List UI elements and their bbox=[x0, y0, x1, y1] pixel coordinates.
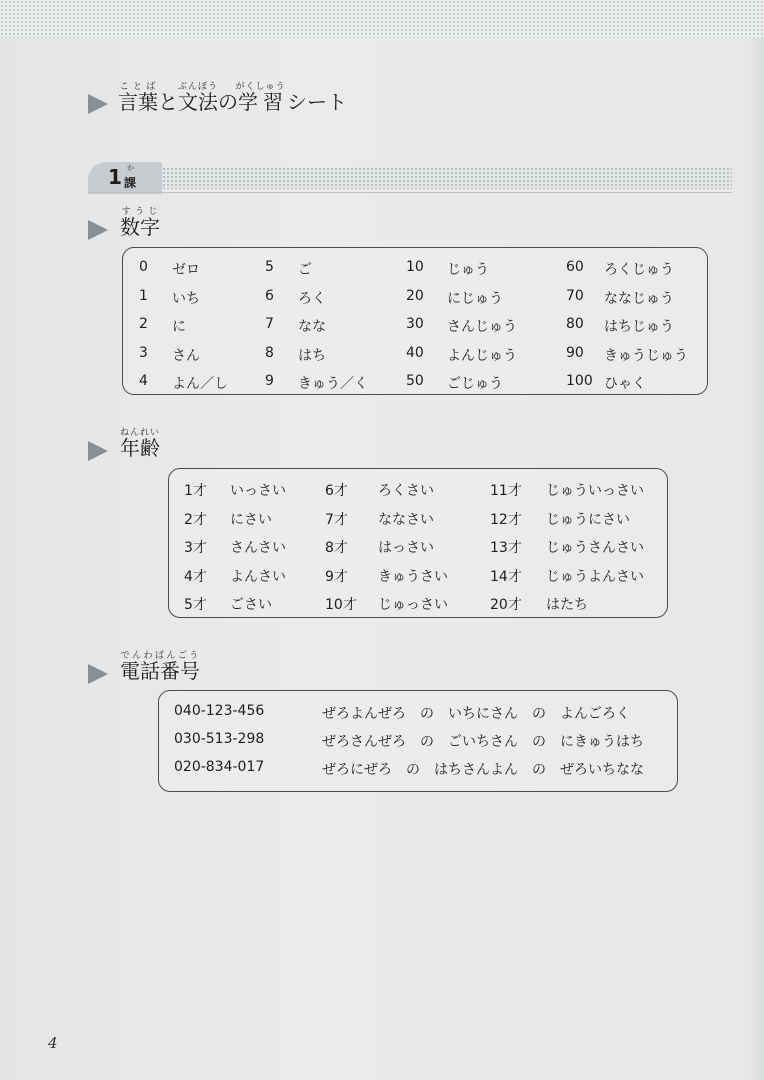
numbers-number: 6 bbox=[265, 287, 274, 304]
numbers-number: 7 bbox=[265, 316, 274, 332]
numbers-reading: ひゃく bbox=[604, 376, 646, 392]
numbers-number: 2 bbox=[139, 316, 148, 332]
numbers-number: 80 bbox=[566, 316, 584, 332]
numbers-reading: にじゅう bbox=[447, 290, 503, 307]
numbers-reading: ろく bbox=[298, 290, 326, 307]
age-reading: にさい bbox=[230, 511, 272, 528]
numbers-number: 30 bbox=[406, 316, 424, 332]
age-reading: ろくさい bbox=[378, 483, 434, 499]
numbers-number: 10 bbox=[406, 259, 424, 275]
numbers-number: 50 bbox=[406, 373, 424, 389]
numbers-number: 9 bbox=[265, 373, 274, 389]
numbers-reading: ろくじゅう bbox=[604, 262, 674, 278]
lesson-word: 課 bbox=[124, 176, 137, 190]
title-part: 学習がくしゅう bbox=[235, 82, 286, 114]
age-number: 14才 bbox=[490, 568, 522, 585]
numbers-reading: じゅう bbox=[447, 262, 489, 278]
age-reading: いっさい bbox=[230, 483, 286, 499]
age-reading: じゅうよんさい bbox=[546, 568, 644, 585]
numbers-title: 数字すうじ bbox=[120, 207, 160, 239]
numbers-reading: なな bbox=[298, 319, 326, 335]
phone-title: 電話番号でんわばんごう bbox=[120, 651, 200, 683]
numbers-reading: よん／し bbox=[172, 376, 228, 392]
numbers-arrow-icon bbox=[88, 220, 108, 240]
numbers-reading: ご bbox=[298, 262, 312, 278]
numbers-reading: ごじゅう bbox=[447, 376, 503, 392]
top-dot-band bbox=[0, 0, 764, 38]
age-number: 7才 bbox=[325, 511, 348, 528]
age-number: 13才 bbox=[490, 540, 522, 556]
age-reading: さんさい bbox=[230, 540, 286, 556]
numbers-number: 1 bbox=[139, 287, 148, 304]
age-title: 年齢ねんれい bbox=[120, 428, 161, 460]
age-number: 2才 bbox=[184, 511, 207, 528]
numbers-number: 4 bbox=[139, 373, 148, 389]
phone-reading: ぜろにぜろ の はちさんよん の ぜろいちなな bbox=[322, 762, 644, 778]
age-reading: ごさい bbox=[230, 597, 272, 613]
age-number: 11才 bbox=[490, 483, 522, 499]
numbers-number: 40 bbox=[406, 344, 424, 361]
age-arrow-icon bbox=[88, 441, 108, 461]
lesson-dot-band bbox=[162, 167, 732, 189]
age-reading: じゅっさい bbox=[378, 597, 448, 613]
numbers-reading: さんじゅう bbox=[447, 319, 517, 335]
numbers-reading: ななじゅう bbox=[604, 290, 674, 307]
numbers-reading: きゅう／く bbox=[298, 376, 368, 392]
numbers-number: 70 bbox=[566, 287, 584, 304]
age-number: 5才 bbox=[184, 597, 207, 613]
age-reading: はたち bbox=[546, 597, 588, 613]
age-reading: じゅういっさい bbox=[546, 483, 644, 499]
numbers-reading: いち bbox=[172, 290, 200, 307]
age-reading: じゅうさんさい bbox=[546, 540, 644, 556]
numbers-number: 20 bbox=[406, 287, 424, 304]
age-number: 3才 bbox=[184, 540, 207, 556]
title-part: シート bbox=[287, 90, 348, 114]
numbers-reading: はち bbox=[298, 347, 326, 364]
phone-number: 030-513-298 bbox=[174, 731, 265, 747]
numbers-reading: きゅうじゅう bbox=[604, 347, 688, 364]
age-reading: じゅうにさい bbox=[546, 511, 630, 528]
title-part: 言葉ことば bbox=[118, 82, 158, 114]
numbers-number: 5 bbox=[265, 259, 274, 275]
numbers-number: 100 bbox=[566, 373, 593, 389]
age-number: 8才 bbox=[325, 540, 348, 556]
numbers-reading: ゼロ bbox=[172, 262, 200, 278]
title-part: と bbox=[158, 90, 178, 114]
title-part: の bbox=[218, 90, 239, 114]
numbers-reading: に bbox=[172, 319, 186, 335]
page-number: 4 bbox=[48, 1034, 58, 1052]
numbers-number: 3 bbox=[139, 344, 148, 361]
phone-reading: ぜろさんぜろ の ごいちさん の にきゅうはち bbox=[322, 734, 644, 750]
numbers-number: 0 bbox=[139, 259, 148, 275]
age-number: 6才 bbox=[325, 483, 348, 499]
lesson-divider bbox=[88, 192, 732, 193]
age-reading: きゅうさい bbox=[378, 568, 448, 585]
numbers-reading: よんじゅう bbox=[447, 347, 517, 364]
numbers-number: 60 bbox=[566, 259, 584, 275]
age-reading: はっさい bbox=[378, 540, 434, 556]
phone-reading: ぜろよんぜろ の いちにさん の よんごろく bbox=[322, 706, 630, 722]
numbers-number: 90 bbox=[566, 344, 584, 361]
age-reading: よんさい bbox=[230, 568, 286, 585]
phone-number: 020-834-017 bbox=[174, 759, 265, 775]
phone-number: 040-123-456 bbox=[174, 703, 265, 719]
lesson-number: 1 bbox=[108, 165, 122, 189]
age-number: 9才 bbox=[325, 568, 348, 585]
age-number: 10才 bbox=[325, 597, 357, 613]
sheet-title bbox=[118, 82, 347, 115]
age-number: 1才 bbox=[184, 483, 207, 499]
numbers-reading: はちじゅう bbox=[604, 319, 674, 335]
title-arrow-icon bbox=[88, 94, 108, 114]
numbers-reading: さん bbox=[172, 347, 200, 364]
age-reading: ななさい bbox=[378, 511, 434, 528]
age-number: 20才 bbox=[490, 597, 522, 613]
age-number: 12才 bbox=[490, 511, 522, 528]
age-number: 4才 bbox=[184, 568, 207, 585]
lesson-tab bbox=[88, 162, 162, 194]
phone-arrow-icon bbox=[88, 664, 108, 684]
lesson-word-ruby: か bbox=[127, 164, 134, 172]
numbers-number: 8 bbox=[265, 344, 274, 361]
title-part: 文法ぶんぽう bbox=[178, 82, 219, 114]
page-edge-shadow bbox=[748, 38, 764, 1080]
